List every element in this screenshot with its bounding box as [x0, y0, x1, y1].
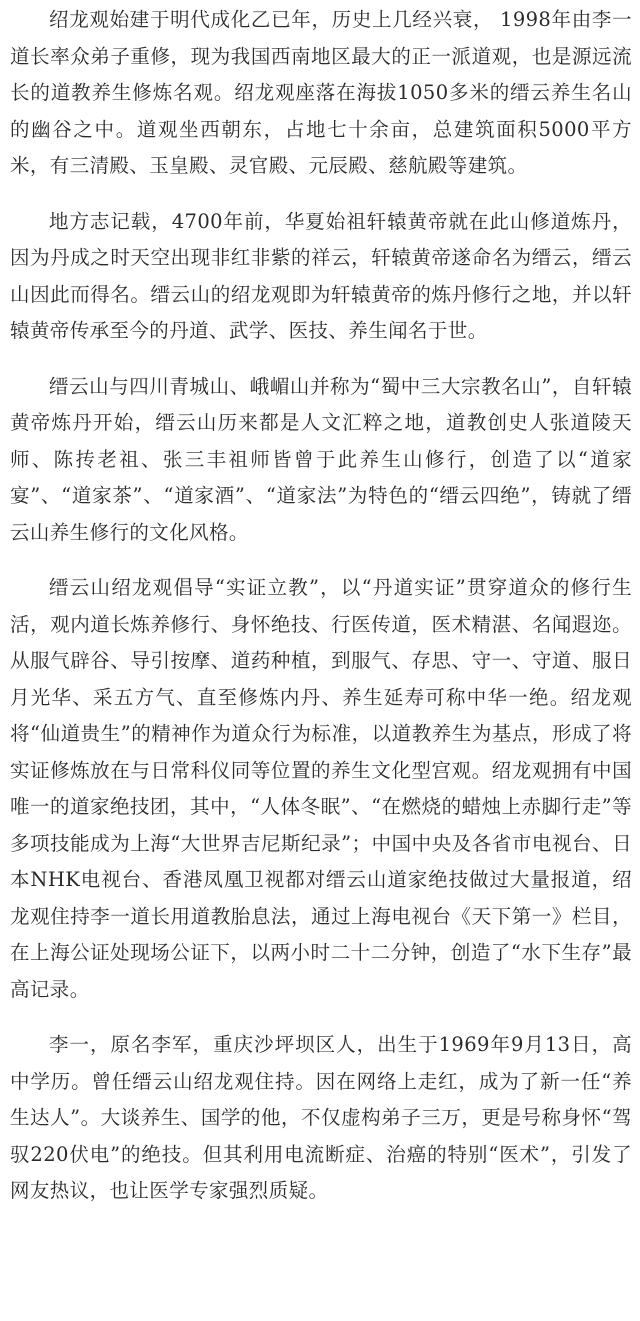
article-paragraph-legend: 地方志记载，4700年前，华夏始祖轩辕黄帝就在此山修道炼丹，因为丹成之时天空出现非红非紫的祥云，轩辕黄帝遂命名为缙云，缙云山因此而得名。缙云山的绍龙观即为轩辕黄帝的炼丹修行之地，并以轩辕黄帝传承至今的丹道、武学、医技、养生闻名于世。	[10, 209, 632, 342]
article-paragraph-li-yi: 李一，原名李军，重庆沙坪坝区人，出生于1969年9月13日，高中学历。曾任缙云山绍龙观住持。因在网络上走红，成为了新一任“养生达人”。大谈养生、国学的他，不仅虚构弟子三万，更是号称身怀“驾驭220伏电”的绝技。但其利用电流断症、治癌的特别“医术”，引发了网友热议，也让医学专家强烈质疑。	[10, 1033, 632, 1202]
article-paragraph-practice: 缙云山绍龙观倡导“实证立教”，以“丹道实证”贯穿道众的修行生活，观内道长炼养修行、身怀绝技、行医传道，医术精湛、名闻遐迩。从服气辟谷、导引按摩、道药种植，到服气、存思、守一、守道、服日月光华、采五方气、直至修炼内丹、养生延寿可称中华一绝。绍龙观将“仙道贵生”的精神作为道众行为标准，以道教养生为基点，形成了将实证修炼放在与日常科仪同等位置的养生文化型宫观。绍龙观拥有中国唯一的道家绝技团，其中，“人体冬眠”、“在燃烧的蜡烛上赤脚行走”等多项技能成为上海“大世界吉尼斯纪录”；中国中央及各省市电视台、日本NHK电视台、香港凤凰卫视都对缙云山道家绝技做过大量报道，绍龙观住持李一道长用道教胎息法，通过上海电视台《天下第一》栏目，在上海公证处现场公证下，以两小时二十二分钟，创造了“水下生存”最高记录。	[10, 576, 632, 1001]
article-paragraph-jinyun-mountain: 缙云山与四川青城山、峨嵋山并称为“蜀中三大宗教名山”，自轩辕黄帝炼丹开始，缙云山历来都是人文汇粹之地，道教创史人张道陵天师、陈抟老祖、张三丰祖师皆曾于此养生山修行，创造了以“道家宴”、“道家茶”、“道家酒”、“道家法”为特色的“缙云四绝”，铸就了缙云山养生修行的文化风格。	[10, 374, 632, 544]
article-paragraph-history: 绍龙观始建于明代成化乙已年，历史上几经兴衰， 1998年由李一道长率众弟子重修，现为我国西南地区最大的正一派道观，也是源远流长的道教养生修炼名观。绍龙观座落在海拔1050多米的缙云养生名山的幽谷之中。道观坐西朝东，占地七十余亩，总建筑面积5000平方米，有三清殿、玉皇殿、灵官殿、元辰殿、慈航殿等建筑。	[10, 8, 632, 177]
article-body	[10, 2, 632, 1210]
